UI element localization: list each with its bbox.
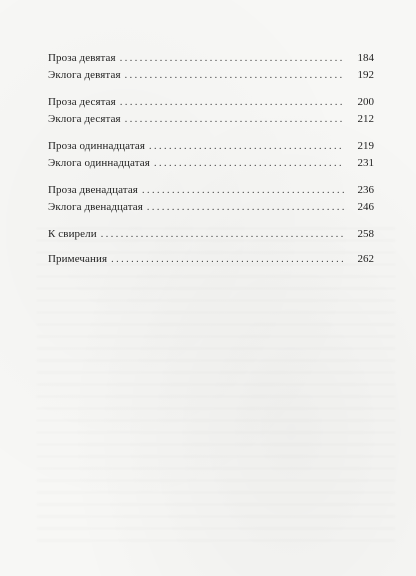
dot-leader (142, 182, 344, 199)
toc-entry-page: 184 (357, 52, 374, 64)
toc-entry-page: 200 (357, 96, 374, 108)
dot-leader (149, 138, 344, 155)
toc-entry-title: Проза двенадцатая (48, 184, 138, 196)
toc-entry-title: Эклога девятая (48, 69, 121, 81)
dot-leader (125, 67, 344, 84)
toc-group (48, 138, 374, 172)
dot-leader (120, 50, 344, 67)
toc-entry-page: 246 (357, 201, 374, 213)
toc-entry (48, 199, 374, 216)
dot-leader (154, 155, 344, 172)
table-of-contents (48, 50, 374, 276)
dot-leader (111, 251, 344, 268)
toc-entry (48, 67, 374, 84)
toc-entry-page: 236 (357, 184, 374, 196)
toc-entry-page: 231 (357, 157, 374, 169)
toc-entry-page: 262 (357, 253, 374, 265)
toc-entry (48, 226, 374, 243)
bleed-through-text (36, 228, 396, 548)
toc-entry-title: Эклога двенадцатая (48, 201, 143, 213)
toc-entry (48, 94, 374, 111)
toc-group (48, 94, 374, 128)
toc-entry-title: Проза десятая (48, 96, 116, 108)
dot-leader (125, 111, 344, 128)
toc-entry-title: Проза одиннадцатая (48, 140, 146, 152)
toc-entry (48, 182, 374, 199)
toc-entry-page: 192 (357, 69, 374, 81)
toc-entry-title: Примечания (48, 253, 108, 265)
toc-entry (48, 155, 374, 172)
toc-entry (48, 50, 374, 67)
toc-group (48, 182, 374, 216)
toc-entry (48, 138, 374, 155)
dot-leader (147, 199, 344, 216)
dot-leader (120, 94, 344, 111)
toc-entry-page: 212 (357, 113, 374, 125)
toc-group (48, 251, 374, 268)
toc-group (48, 50, 374, 84)
toc-entry-page: 258 (357, 228, 374, 240)
toc-entry-page: 219 (357, 140, 374, 152)
toc-entry-title: Эклога одиннадцатая (48, 157, 150, 169)
toc-entry-title: Проза девятая (48, 52, 116, 64)
toc-entry-title: К свирели (48, 228, 97, 240)
toc-group (48, 226, 374, 243)
dot-leader (101, 226, 344, 243)
toc-entry (48, 111, 374, 128)
toc-entry-title: Эклога десятая (48, 113, 121, 125)
toc-entry (48, 251, 374, 268)
